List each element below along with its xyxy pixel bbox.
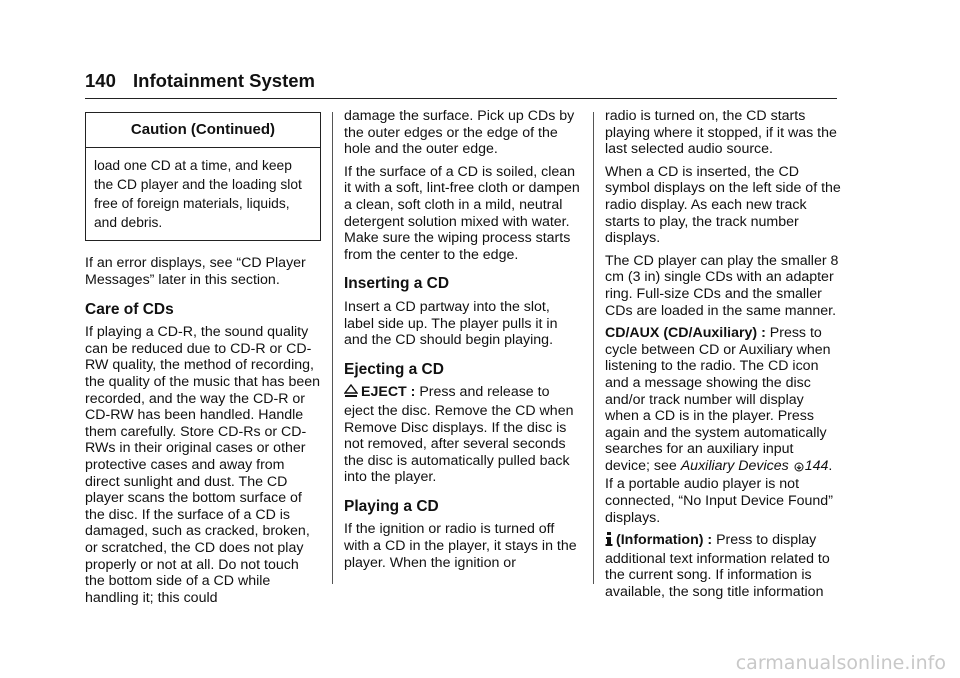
smaller-cd-paragraph: The CD player can play the smaller 8 cm (3 in) single CDs with an adapter ring. Full-size CDs and the smaller CDs are loaded in the same manner.: [605, 252, 839, 319]
column-divider-2: [593, 112, 594, 584]
inserting-paragraph: Insert a CD partway into the slot, label side up. The player pulls it in and the CD should begin playing.: [344, 298, 558, 349]
section-title: Infotainment System: [133, 70, 315, 91]
cd-aux-label: CD/AUX (CD/Auxiliary) :: [605, 325, 766, 342]
auxiliary-devices-page[interactable]: 144: [804, 457, 829, 474]
watermark: carmanualsonline.info: [735, 652, 946, 674]
care-heading: Care of CDs: [85, 300, 174, 318]
information-label: (Information) :: [616, 532, 713, 549]
care-paragraph: If playing a CD-R, the sound quality can be reduced due to CD-R or CD-RW quality, the method of recording, the quality of the music that has been recorded, and the way the CD-R or CD-RW has been handled. Handle them carefully. Store CD-Rs or CD-RWs in their original cases or other protective cases and away from direct sunlight and dust. The CD player scans the bottom surface of the disc. If the surface of a CD is damaged, such as cracked, broken, or scratched, the CD does not play properly or not at all. Do not touch the bottom side of a CD while handling it; this could: [85, 324, 321, 606]
info-icon: [605, 532, 613, 551]
continued-paragraph: damage the surface. Pick up CDs by the outer edges or the edge of the hole and the outer edge.: [344, 108, 575, 158]
column-2: [344, 108, 580, 577]
playing-heading: Playing a CD: [344, 497, 439, 515]
page-reference-icon: [794, 460, 804, 477]
column-1: [85, 112, 321, 612]
auxiliary-devices-link[interactable]: Auxiliary Devices: [680, 457, 789, 474]
eject-label: EJECT :: [361, 384, 416, 401]
caution-box: [85, 112, 321, 241]
information-text: Press to display additional text information related to the current song. If information is available, the song title information: [605, 532, 830, 601]
inserting-heading: Inserting a CD: [344, 275, 450, 293]
eject-icon: [344, 384, 358, 403]
information-paragraph: [605, 532, 841, 600]
eject-text: Press and release to eject the disc. Remove the CD when Remove Disc displays. If the disc is not removed, after several seconds the disc is automatically pulled back into the player.: [344, 384, 574, 486]
cd-aux-text: Press to cycle between CD or Auxiliary when listening to the radio. The CD icon and a message showing the disc and/or track number will display when a CD is in the player. Press again and the system automatically searches for an auxiliary input device; see: [605, 325, 831, 474]
page-header: [85, 70, 315, 92]
cd-aux-text-2: If a portable audio player is not connected, “No Input Device Found” displays.: [605, 476, 833, 526]
eject-paragraph: [344, 384, 580, 486]
playing-paragraph: If the ignition or radio is turned off with a CD in the player, it stays in the player. When the ignition or: [344, 521, 577, 571]
cd-aux-paragraph: CD/AUX (CD/Auxiliary) : Press to cycle between CD or Auxiliary when listening to the radio. The CD icon and a message showing the disc and/or track number will display when a CD is in the player. Press again and the system automatically searches for an auxiliary input device; see Auxiliary Devices 144. If a portable audio player is not connected, “No Input Device Found” displays.: [605, 325, 833, 526]
column-3: [605, 108, 841, 607]
ejecting-heading: Ejecting a CD: [344, 360, 444, 378]
page-number: 140: [85, 70, 116, 91]
continued-paragraph-3: radio is turned on, the CD starts playing where it stopped, if it was the last selected audio source.: [605, 108, 837, 158]
caution-title: Caution (Continued): [86, 113, 320, 148]
header-divider: [85, 98, 837, 99]
error-paragraph: If an error displays, see “CD Player Messages” later in this section.: [85, 255, 306, 288]
cd-inserted-paragraph: When a CD is inserted, the CD symbol displays on the left side of the radio display. As each new track starts to play, the track number displays.: [605, 163, 841, 247]
column-divider-1: [332, 112, 333, 584]
caution-body: load one CD at a time, and keep the CD player and the loading slot free of foreign materials, liquids, and debris.: [94, 157, 302, 231]
soil-paragraph: If the surface of a CD is soiled, clean it with a soft, lint-free cloth or dampen a clean, soft cloth in a mild, neutral detergent solution mixed with water. Make sure the wiping process starts from the center to the edge.: [344, 163, 580, 263]
